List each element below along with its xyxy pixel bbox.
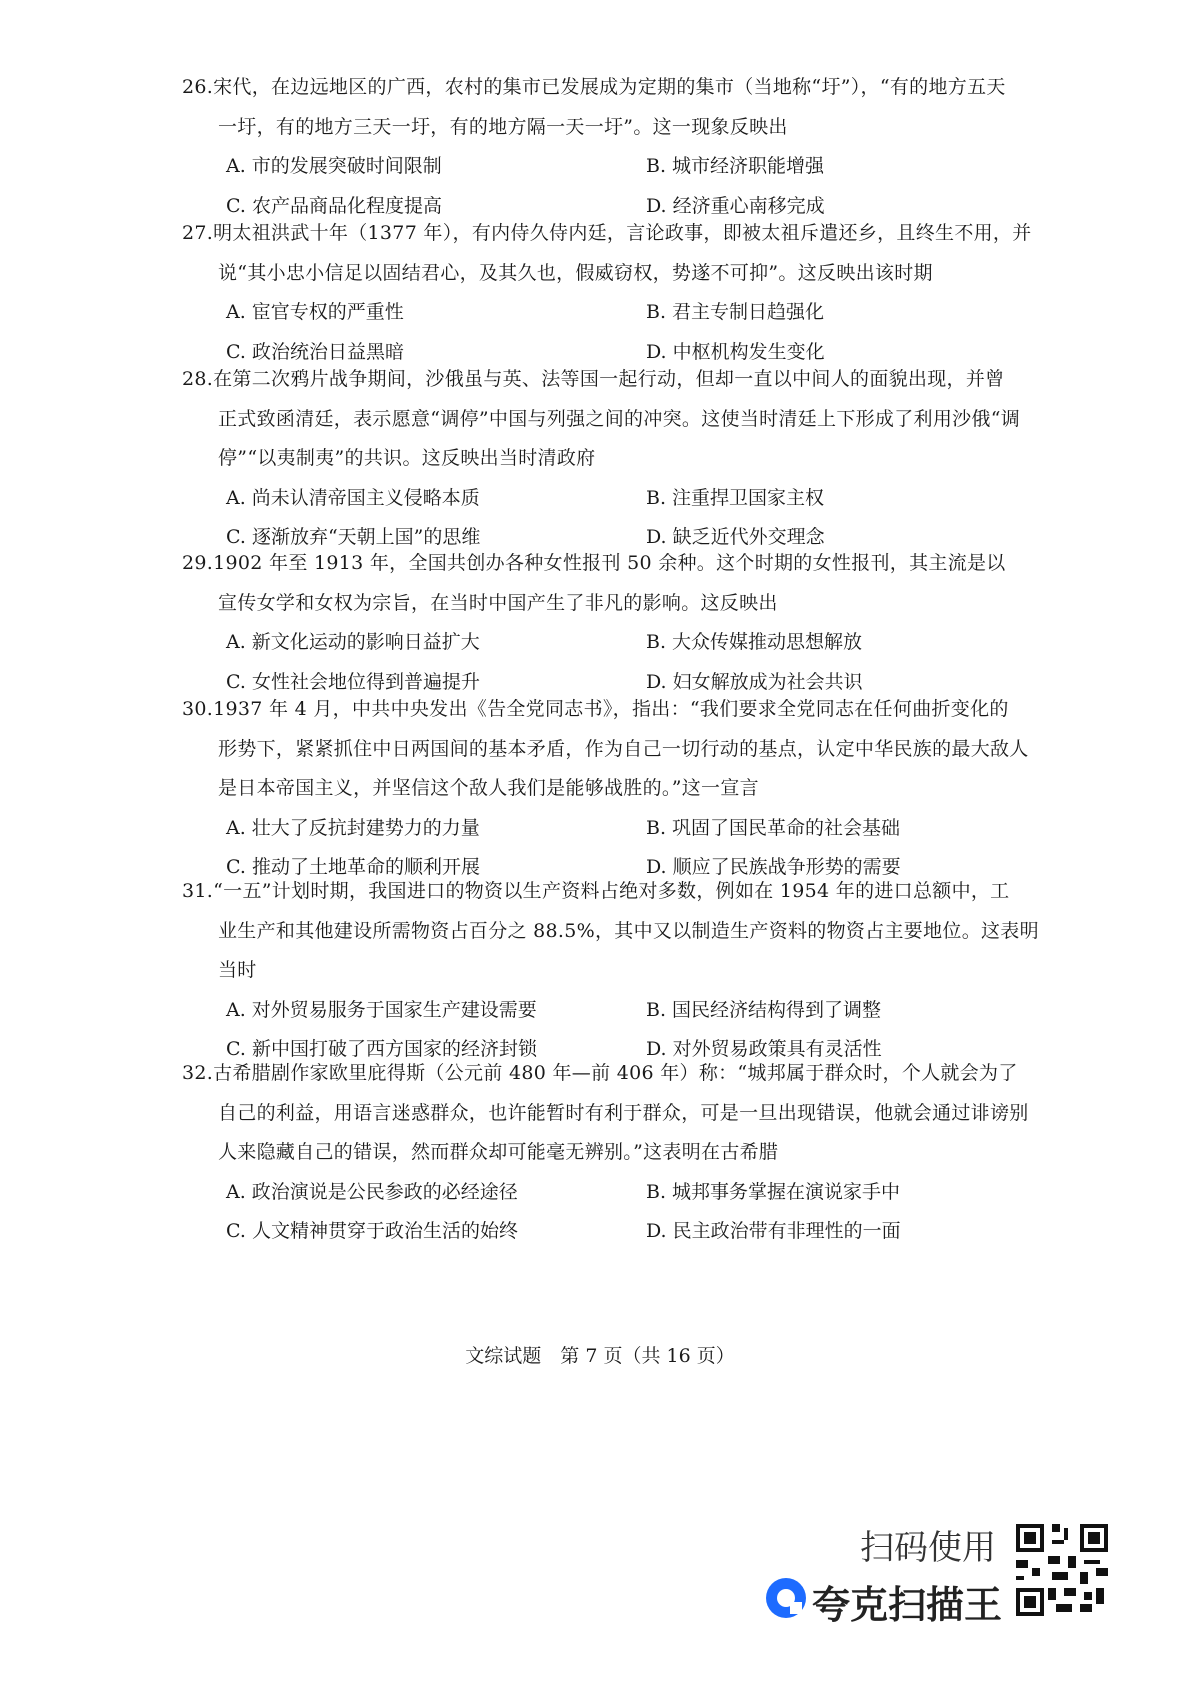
question-stem xyxy=(182,544,1042,623)
option-c: C. 推动了土地革命的顺利开展 xyxy=(226,856,480,878)
question-number: 28. xyxy=(182,368,214,390)
option-d: D. 经济重心南移完成 xyxy=(646,194,825,217)
stem-line-1: “一五”计划时期，我国进口的物资以生产资料占绝对多数，例如在 1954 年的进口总额中，工 xyxy=(213,880,1010,902)
option-d: D. 中枢机构发生变化 xyxy=(646,340,825,363)
stem-line-1: 古希腊剧作家欧里庇得斯（公元前 480 年—前 406 年）称：“城邦属于群众时，个人就会为了 xyxy=(213,1062,1018,1084)
question-26 xyxy=(182,68,1042,226)
stem-continuation: 自己的利益，用语言迷惑群众，也许能暂时有利于群众，可是一旦出现错误，他就会通过诽谤别人来隐藏自己的错误，然而群众却可能毫无辨别。”这表明在古希腊 xyxy=(218,1101,1029,1163)
question-stem xyxy=(182,214,1042,293)
question-31 xyxy=(182,872,1042,1070)
stem-continuation: 宣传女学和女权为宗旨，在当时中国产生了非凡的影响。这反映出 xyxy=(218,591,778,614)
question-number: 32. xyxy=(182,1062,214,1084)
stem-line-1: 宋代，在边远地区的广西，农村的集市已发展成为定期的集市（当地称“圩”），“有的地方五天 xyxy=(213,76,1006,98)
brand-name: 夸克扫描王 xyxy=(812,1583,1003,1627)
question-stem xyxy=(182,68,1042,147)
option-d: D. 妇女解放成为社会共识 xyxy=(646,670,863,693)
question-stem xyxy=(182,360,1042,479)
stem-continuation: 业生产和其他建设所需物资占百分之 88.5%，其中又以制造生产资料的物资占主要地位。这表明当时 xyxy=(218,919,1039,981)
stem-line-1: 1937 年 4 月，中共中央发出《告全党同志书》，指出：“我们要求全党同志在任何曲折变化的 xyxy=(213,698,1009,720)
scanner-watermark xyxy=(760,1520,1120,1630)
question-stem xyxy=(182,1054,1042,1173)
scan-to-use-text: 扫码使用 xyxy=(860,1528,996,1568)
option-d: D. 缺乏近代外交理念 xyxy=(646,526,825,548)
option-a: A. 市的发展突破时间限制 xyxy=(226,155,442,177)
stem-continuation: 一圩，有的地方三天一圩，有的地方隔一天一圩”。这一现象反映出 xyxy=(218,115,788,138)
options xyxy=(182,1173,1042,1252)
option-c: C. 农产品商品化程度提高 xyxy=(226,194,442,217)
stem-line-1: 在第二次鸦片战争期间，沙俄虽与英、法等国一起行动，但却一直以中间人的面貌出现，并曾 xyxy=(213,368,1005,390)
option-c: C. 政治统治日益黑暗 xyxy=(226,340,404,363)
stem-continuation: 形势下，紧紧抓住中日两国间的基本矛盾，作为自己一切行动的基点，认定中华民族的最大敌人是日本帝国主义，并坚信这个敌人我们是能够战胜的。”这一宣言 xyxy=(218,737,1029,799)
option-a: A. 尚未认清帝国主义侵略本质 xyxy=(226,486,480,509)
option-b: B. 城市经济职能增强 xyxy=(646,155,825,177)
question-29 xyxy=(182,544,1042,702)
question-number: 31. xyxy=(182,880,214,902)
option-b: B. 注重捍卫国家主权 xyxy=(646,486,825,509)
option-a: A. 壮大了反抗封建势力的力量 xyxy=(226,816,480,839)
question-number: 30. xyxy=(182,698,214,720)
stem-continuation: 正式致函清廷，表示愿意“调停”中国与列强之间的冲突。这使当时清廷上下形成了利用沙俄“调停”“以夷制夷”的共识。这反映出当时清政府 xyxy=(218,407,1021,469)
option-b: B. 巩固了国民革命的社会基础 xyxy=(646,816,901,839)
question-number: 29. xyxy=(182,552,214,574)
quark-logo-icon xyxy=(764,1576,808,1620)
option-a: A. 新文化运动的影响日益扩大 xyxy=(226,631,480,653)
page-footer: 文综试题 第 7 页（共 16 页） xyxy=(465,1345,735,1367)
question-27 xyxy=(182,214,1042,372)
option-c: C. 女性社会地位得到普遍提升 xyxy=(226,670,480,693)
question-number: 27. xyxy=(182,222,214,244)
option-d: D. 对外贸易政策具有灵活性 xyxy=(646,1038,882,1060)
option-d: D. 顺应了民族战争形势的需要 xyxy=(646,856,901,878)
option-d: D. 民主政治带有非理性的一面 xyxy=(646,1220,901,1242)
option-b: B. 城邦事务掌握在演说家手中 xyxy=(646,1180,901,1203)
option-b: B. 君主专制日趋强化 xyxy=(646,301,825,323)
option-a: A. 宦官专权的严重性 xyxy=(226,301,404,323)
question-28 xyxy=(182,360,1042,558)
stem-continuation: 说“其小忠小信足以固结君心，及其久也，假威窃权，势遂不可抑”。这反映出该时期 xyxy=(218,261,933,284)
question-number: 26. xyxy=(182,76,214,98)
option-a: A. 对外贸易服务于国家生产建设需要 xyxy=(226,998,537,1021)
question-stem xyxy=(182,690,1042,809)
option-c: C. 新中国打破了西方国家的经济封锁 xyxy=(226,1038,537,1060)
option-c: C. 逐渐放弃“天朝上国”的思维 xyxy=(226,526,481,548)
question-stem xyxy=(182,872,1042,991)
option-a: A. 政治演说是公民参政的必经途径 xyxy=(226,1180,518,1203)
option-c: C. 人文精神贯穿于政治生活的始终 xyxy=(226,1220,518,1242)
option-b: B. 大众传媒推动思想解放 xyxy=(646,631,863,653)
option-b: B. 国民经济结构得到了调整 xyxy=(646,998,882,1021)
stem-line-1: 明太祖洪武十年（1377 年），有内侍久侍内廷，言论政事，即被太祖斥遣还乡，且终生不用，并 xyxy=(213,222,1032,244)
question-32 xyxy=(182,1054,1042,1252)
stem-line-1: 1902 年至 1913 年，全国共创办各种女性报刊 50 余种。这个时期的女性报刊，其主流是以 xyxy=(213,552,1006,574)
question-30 xyxy=(182,690,1042,888)
qr-code-icon[interactable] xyxy=(1012,1520,1112,1620)
